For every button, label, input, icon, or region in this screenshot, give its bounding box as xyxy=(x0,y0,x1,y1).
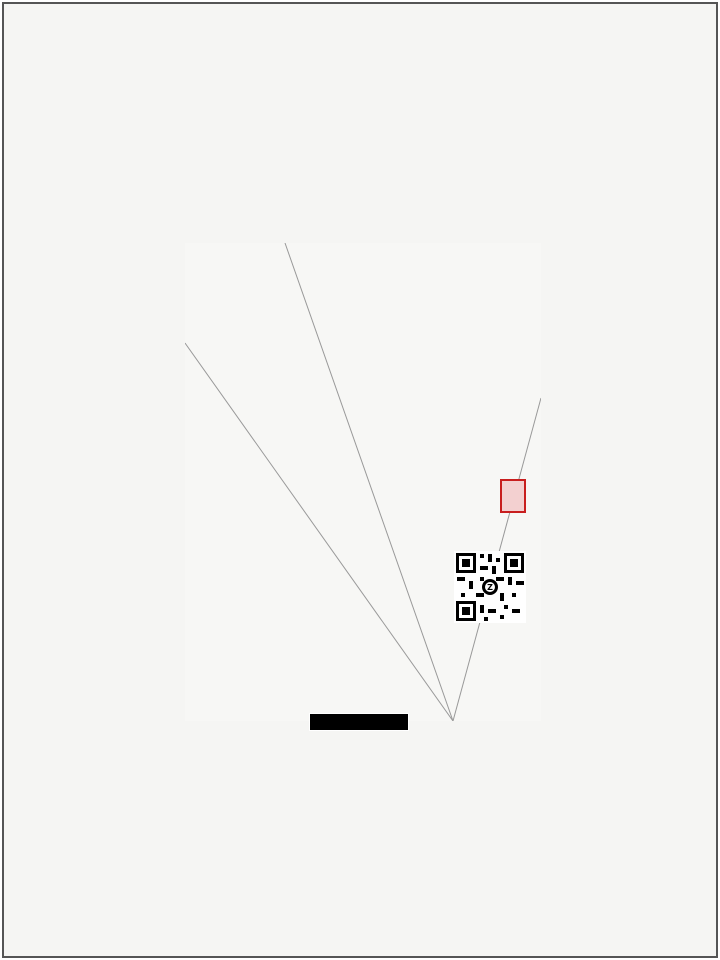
calligraphy-logo xyxy=(450,273,530,523)
center-info-panel xyxy=(185,243,541,721)
tuan-triet-badge xyxy=(309,713,409,731)
qr-code-icon xyxy=(454,551,526,623)
horoscope-chart xyxy=(2,2,718,958)
red-seal-stamp xyxy=(500,479,526,513)
svg-text:Z: Z xyxy=(487,583,493,592)
